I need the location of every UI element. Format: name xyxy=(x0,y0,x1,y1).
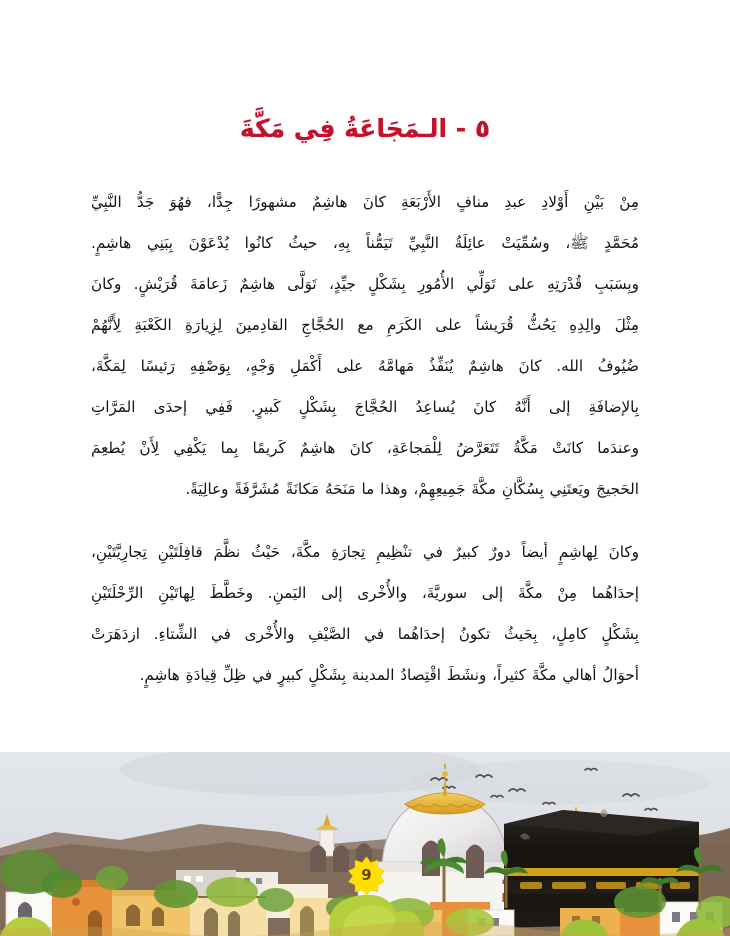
title-block xyxy=(0,96,730,161)
paragraph-2 xyxy=(91,532,639,696)
page-number-label: 9 xyxy=(361,865,372,884)
text-line: مُحَمَّدٍ ﷺ، وسُمِّيَتْ عائِلَةُ النَّبِيِّ تَيَمُّناً بِهِ، حيثُ كانُوا يُدْعَوْنَ بِبَنِي هاشِمٍ. xyxy=(91,234,639,252)
page-number-badge xyxy=(347,856,386,895)
text-line: ضُيُوفُ الله. كانَ هاشِمٌ يُنَفِّذُ مَهامَّهُ على أَكْمَلِ وَجْهٍ، بِوَصْفِهِ رَئيسًا لِمَكَّةَ، xyxy=(91,357,639,375)
text-line: بِشَكْلٍ كامِلٍ، بِحَيثُ تكونُ إحدَاهُما في الصَّيْفِ والأُخْرى في الشِّتاءِ. ازدَهَرَتْ xyxy=(91,625,639,643)
mecca-illustration-svg xyxy=(0,752,730,936)
text-line: مِثْلَ والِدِهِ يَحُثُّ قُرَيشاً على الكَرَمِ مع الحُجَّاجِ القادِمينَ لِزِيارَةِ الكَعْبَةِ لِأَنَّهُمْ xyxy=(91,316,639,334)
text-line: أحوَالُ أهالي مكَّةَ كثيراً، ونشَطَ اقْتِصادُ المدينة بِشَكْلٍ كبيرٍ في ظِلِّ قِيادَةِ هاشِمٍ. xyxy=(139,666,639,684)
text-line: إحدَاهُما مِنْ مكَّةَ إلى سوريَّةَ، والأُخْرى إلى اليَمنِ. وخَطَّطَ لِهاتَيْنِ الرِّحْلَتَيْنِ xyxy=(91,584,639,602)
text-line: مِنْ بَيْنِ أَوْلادِ عبدِ منافٍ الأَرْبَعَةِ كانَ هاشِمٌ مشهورًا جِدًّا، فهُوَ جَدُّ النَّبِيِّ xyxy=(91,193,639,211)
text-line: وكانَ لِهاشِمٍ أيضاً دورٌ كبيرٌ في تنْظِيمِ تِجارَةِ مكَّةَ، حَيْثُ نظَّمَ قافِلَتَيْنِ تِجارِيَّتَيْنِ، xyxy=(91,543,639,561)
text-line: وبِسَبَبِ قُدْرَتِهِ على تَوَلِّي الأُمُورِ بِشَكْلٍ جيِّدٍ، تَوَلَّى هاشِمٌ زَعامَةَ قُرَيْشٍ. وكانَ xyxy=(91,275,639,293)
text-line: بِالإضافَةِ إلى أَنَّهُ كانَ يُساعِدُ الحُجَّاجَ بِشَكْلٍ كَبيرٍ. فَفِي إحدَى المَرَّاتِ xyxy=(91,398,639,416)
body-text xyxy=(91,182,639,696)
mecca-illustration xyxy=(0,752,730,936)
page-title: ٥ - الـمَجَاعَةُ فِي مَكَّةَ xyxy=(239,113,491,143)
text-line: وعندَما كانَتْ مَكَّةُ تَتَعَرَّضُ لِلْمَجاعَةِ، كانَ هاشِمٌ كَريمًا بِما يَكْفِي لِأَنْ يُطعِمَ xyxy=(91,439,639,457)
text-line: الحَجيجَ ويَعتَنِي بِسُكَّانِ مكَّةَ جَمِيعِهِمْ، وهذا ما مَنَحَهُ مَكانَةً مُشَرَّفَةً وعالِيَةً. xyxy=(185,480,639,498)
paragraph-1 xyxy=(91,182,639,510)
